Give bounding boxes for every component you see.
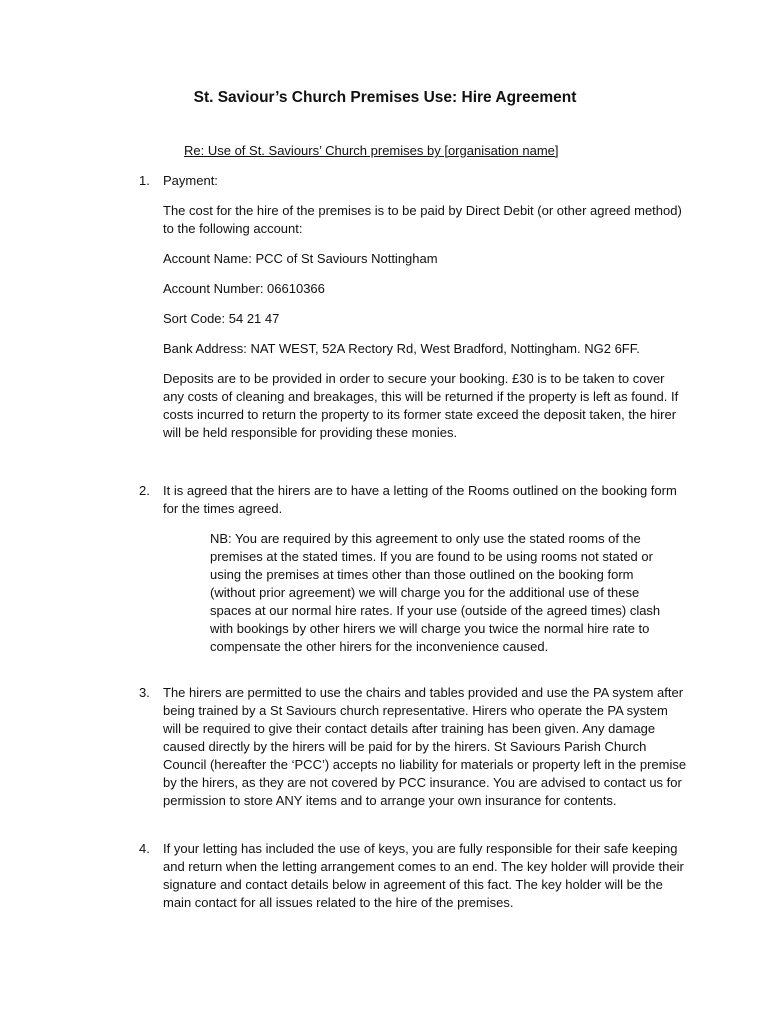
bank-address: Bank Address: NAT WEST, 52A Rectory Rd, West Bradford, Nottingham. NG2 6FF. [163,341,640,356]
section-1-number: 1. [139,173,150,188]
deposit-terms: Deposits are to be provided in order to secure your booking. £30 is to be taken to cover any costs of cleaning and breakages, this will be returned if the property is left as found. If costs incurred to return the property to its former state exceed the deposit taken, the hirer will be held responsible for providing these monies. [163,371,679,440]
section-2-text: It is agreed that the hirers are to have a letting of the Rooms outlined on the booking form for the times agreed. [163,483,677,516]
payment-intro: The cost for the hire of the premises is to be paid by Direct Debit (or other agreed method) to the following account: [163,203,682,236]
sort-code: Sort Code: 54 21 47 [163,311,280,326]
section-1-heading: Payment: [163,173,218,188]
page-title: St. Saviour’s Church Premises Use: Hire Agreement [193,89,577,106]
account-name: Account Name: PCC of St Saviours Nottingham [163,251,438,266]
section-4-text: If your letting has included the use of keys, you are fully responsible for their safe keeping and return when the letting arrangement comes to an end. The key holder will provide their signature and contact details below in agreement of this fact. The key holder will be the main contact for all issues related to the hire of the premises. [163,841,684,910]
account-number: Account Number: 06610366 [163,281,325,296]
section-3-text: The hirers are permitted to use the chairs and tables provided and use the PA system after being trained by a St Saviours church representative. Hirers who operate the PA system will be required to give their contact details after training has been given. Any damage caused directly by the hirers will be paid for by the hirers. St Saviours Parish Church Council (hereafter the ‘PCC’) accepts no liability for materials or property left in the premise by the hirers, as they are not covered by PCC insurance. You are advised to contact us for permission to store ANY items and to arrange your own insurance for contents. [163,685,687,808]
section-2-number: 2. [139,483,150,498]
document-subtitle: Re: Use of St. Saviours’ Church premises by [organisation name] [184,143,559,158]
section-3-number: 3. [139,685,150,700]
section-2-note: NB: You are required by this agreement to only use the stated rooms of the premises at the stated times. If you are found to be using rooms not stated or using the premises at times other than those outlined on the booking form (without prior agreement) we will charge you for the additional use of these spaces at our normal hire rates. If your use (outside of the agreed times) clash with bookings by other hirers we will charge you twice the normal hire rate to compensate the other hirers for the inconvenience caused. [210,531,661,654]
section-4-number: 4. [139,841,150,856]
